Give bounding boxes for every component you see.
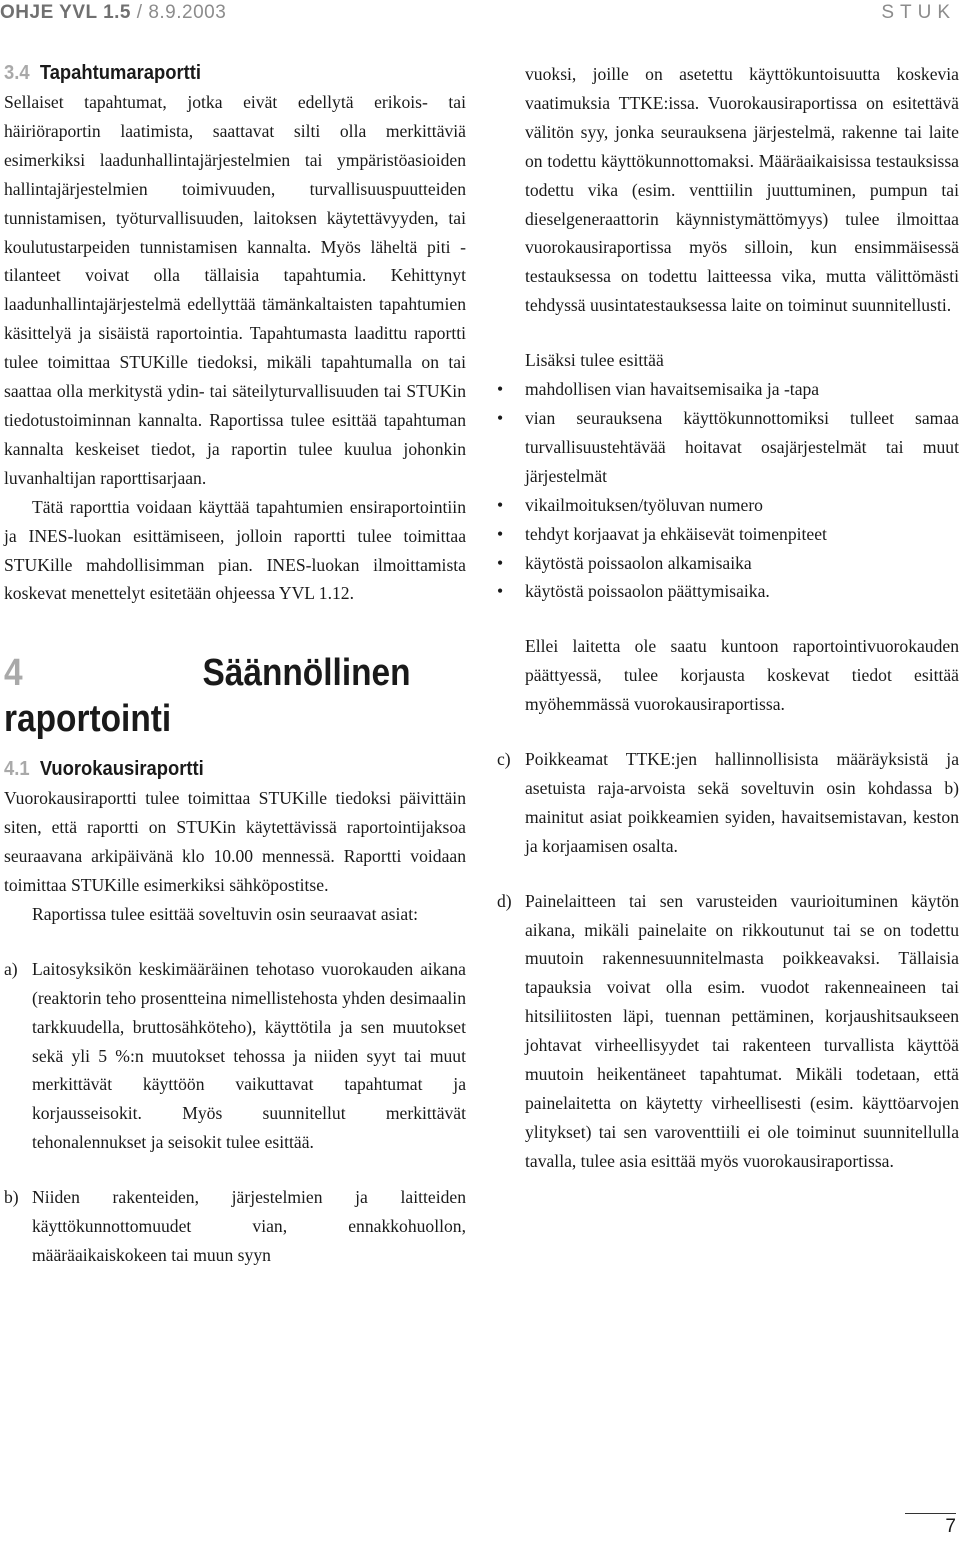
section-3-4-paragraph-2: Tätä raporttia voidaan käyttää tapahtumien ensiraportointiin ja INES-luokan esittämiseen, jolloin raportti tulee toimittaa STUKille mahdollisimman pian. INES-luokan ilmoittamista koskevat menettelyt esitetään ohjeessa YVL 1.12. <box>4 496 466 604</box>
section-3-4-title: Tapahtumaraportti <box>39 62 202 84</box>
additional-info-intro: Lisäksi tulee esittää <box>525 350 664 371</box>
section-4-number: 4 <box>4 652 23 695</box>
section-4-1-heading <box>4 756 429 782</box>
additional-info-bullet-list <box>497 375 959 606</box>
bullet-item: • käytöstä poissaolon alkamisaika <box>497 549 959 578</box>
page-number: 7 <box>905 1513 956 1538</box>
doc-date: / 8.9.2003 <box>130 2 227 23</box>
bullet-icon: • <box>497 581 504 602</box>
doc-label: OHJE YVL 1.5 <box>0 2 131 23</box>
list-item-a-label: a) <box>4 958 18 979</box>
list-item-b-text: Niiden rakenteiden, järjestelmien ja laitteiden käyttökunnottomuudet vian, ennakkohuollon, määräaikaiskokeen tai muun syyn <box>32 1187 466 1265</box>
section-4-1-title: Vuorokausiraportti <box>39 758 204 781</box>
list-item-d <box>497 887 959 1176</box>
left-column <box>4 60 466 1270</box>
list-item-b <box>4 1183 466 1270</box>
section-3-4-number: 3.4 <box>4 62 30 84</box>
section-4-heading <box>4 650 411 742</box>
list-item-b-label: b) <box>4 1187 19 1208</box>
bullet-item: • tehdyt korjaavat ja ehkäisevät toimenpiteet <box>497 520 959 549</box>
bullet-item: • mahdollisen vian havaitsemisaika ja -tapa <box>497 375 959 404</box>
running-header-org: STUK <box>881 2 956 23</box>
list-item-c <box>497 745 959 861</box>
section-3-4-heading <box>4 60 429 86</box>
list-item-a <box>4 955 466 1157</box>
bullet-item: • vikailmoituksen/työluvan numero <box>497 491 959 520</box>
list-item-d-label: d) <box>497 890 512 911</box>
running-header-doc <box>0 2 226 24</box>
list-item-a-text: Laitosyksikön keskimääräinen tehotaso vuorokauden aikana (reaktorin teho prosentteina nimellistehosta yhden desimaalin tarkkuudella, bruttosähköteho), käyttötila ja sen muutokset sekä yli 5 %:n muutokset tehossa ja niiden syyt tai muut merkittävät käyttöön vaikuttavat tapahtumat ja korjausseisokit. Myös suunnitellut merkittävät tehonalennukset ja seisokit tulee esittää. <box>32 958 466 1153</box>
bullet-item: • käytöstä poissaolon päättymisaika. <box>497 577 959 606</box>
section-3-4-paragraph-1: Sellaiset tapahtumat, jotka eivät edellytä erikois- tai häiriöraportin laatimista, saattavat silti olla merkittäviä esimerkiksi laadunhallintajärjestelmien tai ympäristöasioiden hallintajärjestelmien toimivuuden, turvallisuuspuutteiden tunnistamisen, työturvallisuuden, laitoksen käytettävyyden, tai koulutustarpeiden tunnistamisen kannalta. Myös läheltä piti -tilanteet voivat olla tällaisia tapahtumia. Kehittynyt laadunhallintajärjestelmä edellyttää tämänkaltaisten tapahtumien käsittelyä ja sisäistä raportointia. Tapahtumasta laadittu raportti tulee toimittaa STUKille tiedoksi, mikäli tapahtumalla on tai saattaa olla merkitystä ydin- tai säteilyturvallisuuden tai STUKin tiedotustoiminnan kannalta. Raportissa tulee esittää tapahtuman kannalta keskeiset tiedot, ja raportin tulee kuulua johonkin luvanhaltijan raporttisarjaan. <box>4 92 466 488</box>
section-4-title: Säännöllinen raportointi <box>4 652 411 741</box>
section-4-1-paragraph-2: Raportissa tulee esittää soveltuvin osin seuraavat asiat: <box>32 903 418 924</box>
list-item-c-text: Poikkeamat TTKE:jen hallinnollisista määräyksistä ja asetuista raja-arvoista sekä soveltuvin osin kohdassa b) mainitut asiat poikkeamien syiden, havaitsemistavan, keston ja korjaamisen osalta. <box>525 749 959 856</box>
bullet-icon: • <box>497 523 504 544</box>
list-item-b-continuation: vuoksi, joille on asetettu käyttökuntoisuutta koskevia vaatimuksia TTKE:issa. Vuorokausiraportissa on esitettävä välitön syy, jonka seurauksena järjestelmä, rakenne tai laite on todettu käyttökunnottomaksi. Määräaikaisissa testauksissa todettu vika (esim. venttiilin juuttuminen, pumpun tai dieselgeneraattorin käynnistymättömyys) tulee ilmoittaa vuorokausiraportissa myös silloin, kun ensimmäisessä testauksessa on todettu laitteessa vika, mutta välittömästi tehdyssä uusintatestauksessa laite on toiminut suunnitellusti. <box>525 64 959 316</box>
section-4-1-number: 4.1 <box>4 758 30 781</box>
bullet-icon: • <box>497 494 504 515</box>
bullet-icon: • <box>497 552 504 573</box>
bullet-item: • vian seurauksena käyttökunnottomiksi tulleet samaa turvallisuustehtävää hoitavat osajärjestelmät tai muut järjestelmät <box>497 404 959 491</box>
right-column <box>497 60 959 1176</box>
list-item-c-label: c) <box>497 749 511 770</box>
list-item-d-text: Painelaitteen tai sen varusteiden vaurioituminen käytön aikana, mikäli painelaite on rikkoutunut tai se on todettu muutoin rakennesuunnitelmasta poikkeavaksi. Tällaisia tapauksia voivat olla esim. vuodot rakenneaineen tai hitsiliitosten läpi, tuennan pettäminen, korjaushitsaukseen johtavat virheellisyydet tai rakenteen turvallista käyttöä muutoin heikentäneet tapahtumat. Mikäli todetaan, että painelaitetta on käytetty virheellisesti (esim. käyttöarvojen ylitykset) tai sen varoventtiili ei ole toiminut suunnitellulla tavalla, tulee asia esittää myös vuorokausiraportissa. <box>525 890 959 1171</box>
section-4-1-paragraph-1: Vuorokausiraportti tulee toimittaa STUKille tiedoksi päivittäin siten, että raportti on STUKin käytettävissä raportointijaksoa seuraavana arkipäivänä klo 10.00 mennessä. Raportti voidaan toimittaa STUKille esimerkiksi sähköpostitse. <box>4 788 466 896</box>
bullet-icon: • <box>497 379 504 400</box>
unrepaired-note: Ellei laitetta ole saatu kuntoon raportointivuorokauden päättyessä, tulee korjausta koskevat tiedot esittää myöhemmässä vuorokausiraportissa. <box>525 636 959 715</box>
bullet-icon: • <box>497 407 504 428</box>
